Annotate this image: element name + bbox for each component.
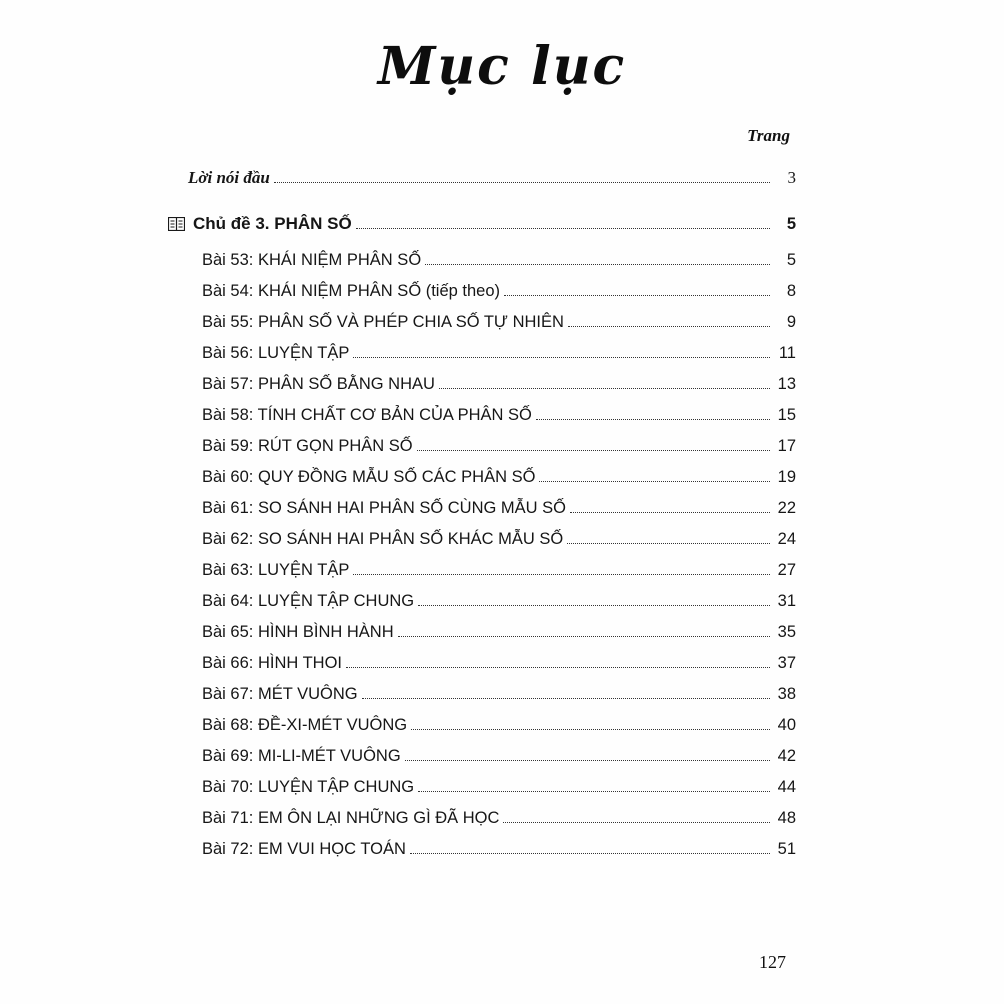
toc-entry-page: 27 bbox=[777, 561, 796, 579]
toc-entry-page: 48 bbox=[777, 809, 796, 827]
toc-lesson-row[interactable] bbox=[168, 467, 796, 487]
toc-entry-page: 42 bbox=[777, 747, 796, 765]
toc-lesson-row[interactable] bbox=[168, 746, 796, 766]
toc-entry-label: Bài 67: MÉT VUÔNG bbox=[202, 685, 358, 703]
toc-chapter-row[interactable] bbox=[168, 214, 796, 234]
toc-leader-dots bbox=[570, 511, 770, 513]
toc-entry-label: Bài 69: MI-LI-MÉT VUÔNG bbox=[202, 747, 401, 765]
toc-lesson-row[interactable] bbox=[168, 777, 796, 797]
toc-preface-row[interactable] bbox=[168, 168, 796, 188]
toc-entry-label: Bài 66: HÌNH THOI bbox=[202, 654, 342, 672]
toc-entry-page: 11 bbox=[778, 344, 796, 362]
toc-leader-dots bbox=[418, 790, 770, 792]
toc-entry-page: 22 bbox=[777, 499, 796, 517]
toc-leader-dots bbox=[353, 356, 770, 358]
toc-entry-label: Bài 65: HÌNH BÌNH HÀNH bbox=[202, 623, 394, 641]
toc-leader-dots bbox=[353, 573, 770, 575]
toc-lesson-row[interactable] bbox=[168, 405, 796, 425]
toc-entry-page: 19 bbox=[777, 468, 796, 486]
toc-lesson-row[interactable] bbox=[168, 560, 796, 580]
toc-leader-dots bbox=[411, 728, 770, 730]
toc-lesson-row[interactable] bbox=[168, 622, 796, 642]
toc-leader-dots bbox=[567, 542, 770, 544]
toc-leader-dots bbox=[417, 449, 770, 451]
toc-entry-label: Bài 61: SO SÁNH HAI PHÂN SỐ CÙNG MẪU SỐ bbox=[202, 499, 566, 517]
toc-entry-page: 35 bbox=[777, 623, 796, 641]
toc-leader-dots bbox=[346, 666, 770, 668]
page-column-header: Trang bbox=[747, 126, 790, 145]
toc-entry-label: Bài 64: LUYỆN TẬP CHUNG bbox=[202, 592, 415, 610]
toc-lesson-row[interactable] bbox=[168, 343, 796, 363]
toc-entry-label bbox=[168, 214, 352, 234]
toc-entry-page: 40 bbox=[777, 716, 796, 734]
toc-lesson-row[interactable] bbox=[168, 839, 796, 859]
toc-lesson-row[interactable] bbox=[168, 653, 796, 673]
toc-entry-label: Bài 55: PHÂN SỐ VÀ PHÉP CHIA SỐ TỰ NHIÊN bbox=[202, 313, 564, 331]
toc-lesson-row[interactable] bbox=[168, 312, 796, 332]
book-icon bbox=[168, 217, 185, 231]
toc-entry-label: Bài 54: KHÁI NIỆM PHÂN SỐ (tiếp theo) bbox=[202, 282, 501, 300]
toc-lesson-row[interactable] bbox=[168, 250, 796, 270]
toc-lesson-row[interactable] bbox=[168, 715, 796, 735]
toc-leader-dots bbox=[418, 604, 770, 606]
toc-entry-page: 37 bbox=[777, 654, 796, 672]
toc-lesson-row[interactable] bbox=[168, 684, 796, 704]
toc-leader-dots bbox=[536, 418, 770, 420]
footer-page-number: 127 bbox=[759, 952, 786, 972]
toc-entry-page: 5 bbox=[786, 215, 796, 233]
toc-entry-label: Lời nói đầu bbox=[188, 168, 270, 187]
toc-entry-page: 3 bbox=[787, 168, 796, 187]
toc-leader-dots bbox=[274, 181, 770, 183]
toc-entry-label: Bài 58: TÍNH CHẤT CƠ BẢN CỦA PHÂN SỐ bbox=[202, 406, 532, 424]
toc-entry-page: 9 bbox=[786, 313, 796, 331]
page-title: Mục lục bbox=[377, 36, 627, 97]
toc-entry-page: 44 bbox=[777, 778, 796, 796]
toc-lesson-row[interactable] bbox=[168, 374, 796, 394]
toc-entry-label: Bài 53: KHÁI NIỆM PHÂN SỐ bbox=[202, 251, 422, 269]
toc-leader-dots bbox=[410, 852, 770, 854]
toc-lesson-row[interactable] bbox=[168, 808, 796, 828]
toc-lesson-row[interactable] bbox=[168, 591, 796, 611]
toc-leader-dots bbox=[405, 759, 770, 761]
toc-entry-page: 13 bbox=[777, 375, 796, 393]
toc-entry-label: Bài 63: LUYỆN TẬP bbox=[202, 561, 350, 579]
toc-entry-label: Bài 70: LUYỆN TẬP CHUNG bbox=[202, 778, 415, 796]
toc-leader-dots bbox=[504, 294, 770, 296]
toc-entry-page: 24 bbox=[777, 530, 796, 548]
toc-entry-label: Bài 59: RÚT GỌN PHÂN SỐ bbox=[202, 437, 413, 455]
toc-entry-text: Chủ đề 3. PHÂN SỐ bbox=[193, 214, 352, 233]
toc-entry-label: Bài 72: EM VUI HỌC TOÁN bbox=[202, 840, 406, 858]
toc-leader-dots bbox=[356, 227, 770, 229]
toc-leader-dots bbox=[439, 387, 770, 389]
toc-entry-page: 31 bbox=[777, 592, 796, 610]
table-of-contents bbox=[168, 168, 796, 870]
toc-entry-label: Bài 56: LUYỆN TẬP bbox=[202, 344, 350, 362]
toc-entry-label: Bài 68: ĐỀ-XI-MÉT VUÔNG bbox=[202, 716, 408, 734]
toc-entry-label: Bài 62: SO SÁNH HAI PHÂN SỐ KHÁC MẪU SỐ bbox=[202, 530, 564, 548]
toc-leader-dots bbox=[568, 325, 770, 327]
toc-entry-page: 5 bbox=[786, 251, 796, 269]
toc-entry-label: Bài 57: PHÂN SỐ BẰNG NHAU bbox=[202, 375, 435, 393]
toc-leader-dots bbox=[425, 263, 770, 265]
toc-entry-page: 15 bbox=[777, 406, 796, 424]
toc-leader-dots bbox=[539, 480, 770, 482]
toc-entry-label: Bài 60: QUY ĐỒNG MẪU SỐ CÁC PHÂN SỐ bbox=[202, 468, 536, 486]
toc-lesson-row[interactable] bbox=[168, 498, 796, 518]
toc-lesson-row[interactable] bbox=[168, 281, 796, 301]
toc-leader-dots bbox=[503, 821, 770, 823]
toc-entry-page: 51 bbox=[777, 840, 796, 858]
toc-lesson-row[interactable] bbox=[168, 529, 796, 549]
toc-entry-page: 8 bbox=[786, 282, 796, 300]
toc-lesson-row[interactable] bbox=[168, 436, 796, 456]
toc-entry-label: Bài 71: EM ÔN LẠI NHỮNG GÌ ĐÃ HỌC bbox=[202, 809, 500, 827]
toc-entry-page: 17 bbox=[777, 437, 796, 455]
toc-leader-dots bbox=[362, 697, 770, 699]
toc-leader-dots bbox=[398, 635, 770, 637]
toc-entry-page: 38 bbox=[777, 685, 796, 703]
